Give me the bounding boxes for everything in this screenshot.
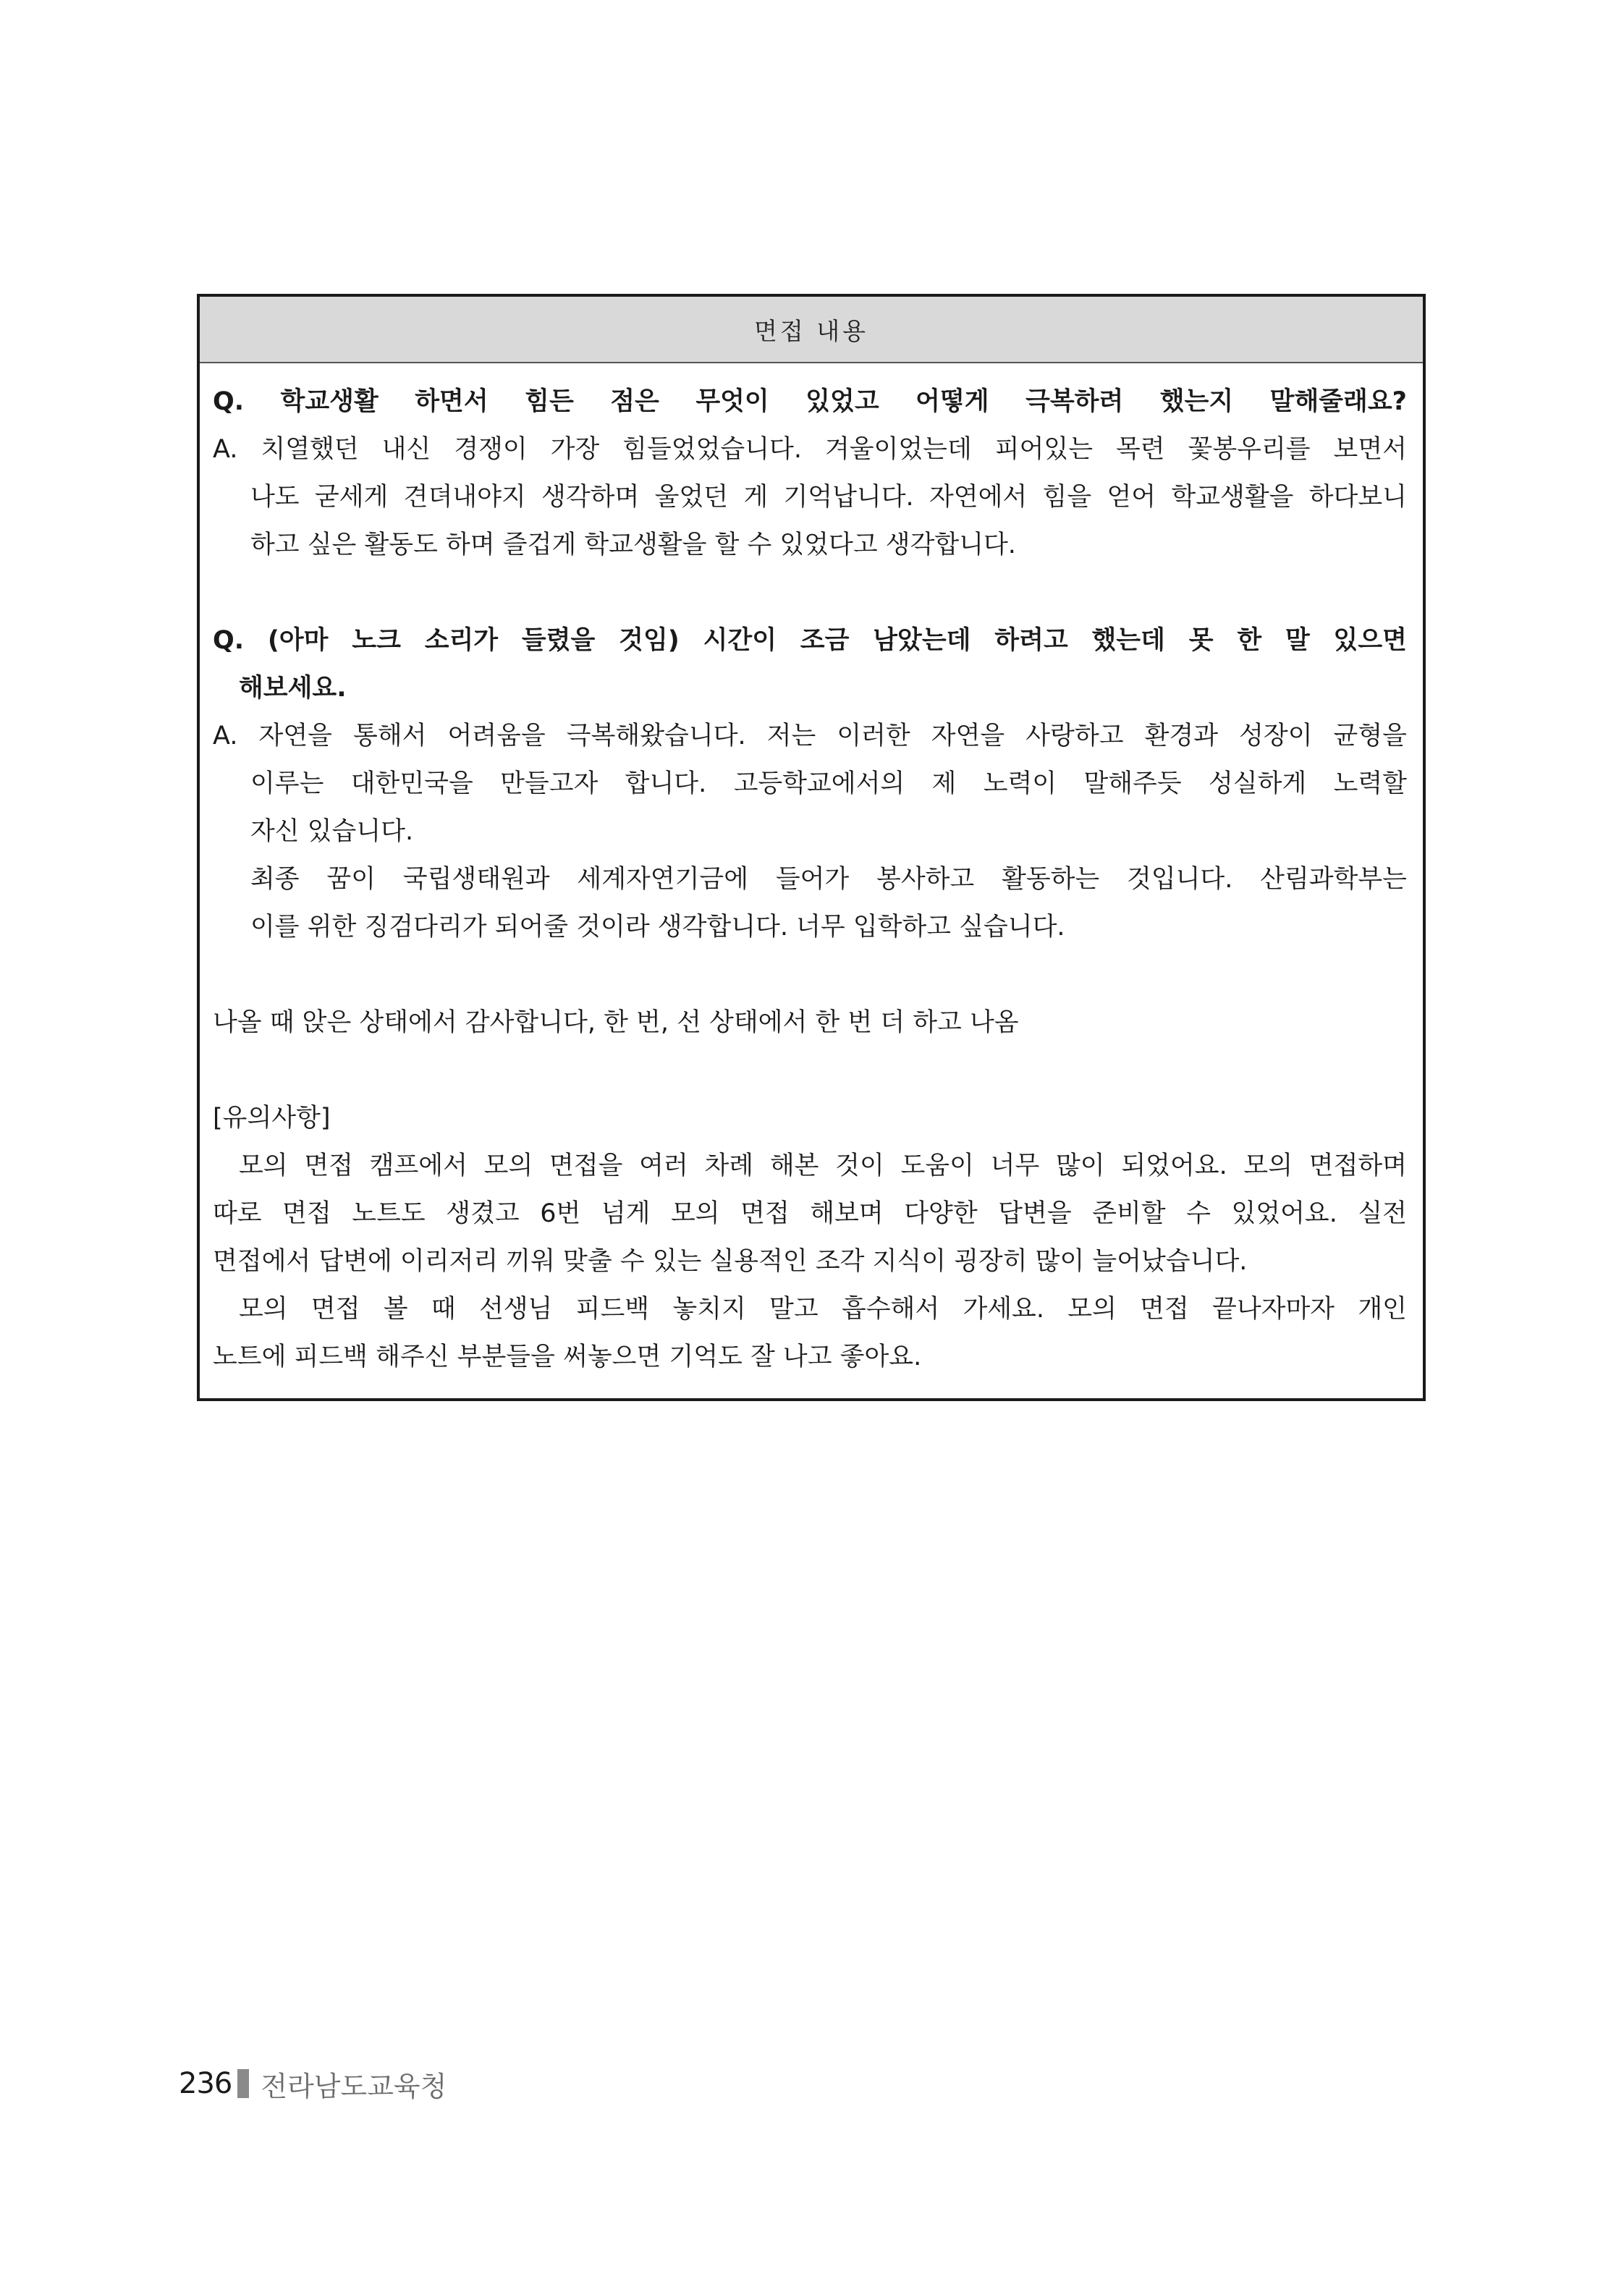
answer-2-line-4: 최종 꿈이 국립생태원과 세계자연기금에 들어가 봉사하고 활동하는 것입니다. 산림과학부는 — [250, 865, 1407, 894]
notes-line-5: 노트에 피드백 해주신 부분들을 써놓으면 기억도 잘 나고 좋아요. — [213, 1343, 922, 1371]
answer-2-line-2: 이루는 대한민국을 만들고자 합니다. 고등학교에서의 제 노력이 말해주듯 성실하게 노력할 — [250, 769, 1407, 798]
answer-2-line-3: 자신 있습니다. — [250, 817, 414, 846]
box-header-title: 면접 내용 — [200, 297, 1423, 363]
exit-note: 나올 때 앉은 상태에서 감사합니다, 한 번, 선 상태에서 한 번 더 하고 나옴 — [213, 1008, 1019, 1037]
page-number: 236 — [179, 2067, 232, 2100]
spacer — [213, 569, 1407, 617]
answer-1-line-2: 나도 굳세게 견뎌내야지 생각하며 울었던 게 기억납니다. 자연에서 힘을 얻어 학교생활을 하다보니 — [250, 483, 1407, 512]
page-footer — [179, 2064, 447, 2103]
notes-title: [유의사항] — [213, 1104, 331, 1133]
answer-2-line-1: A. 자연을 통해서 어려움을 극복해왔습니다. 저는 이러한 자연을 사랑하고 환경과 성장이 균형을 — [213, 722, 1407, 750]
answer-2-line-5: 이를 위한 징검다리가 되어줄 것이라 생각합니다. 너무 입학하고 싶습니다. — [250, 913, 1065, 942]
notes-line-1: 모의 면접 캠프에서 모의 면접을 여러 차례 해본 것이 도움이 너무 많이 되었어요. 모의 면접하며 — [239, 1151, 1407, 1180]
notes-line-2: 따로 면접 노트도 생겼고 6번 넘게 모의 면접 해보며 다양한 답변을 준비할 수 있었어요. 실전 — [213, 1199, 1407, 1228]
spacer — [213, 1047, 1407, 1094]
answer-1-line-3: 하고 싶은 활동도 하며 즐겁게 학교생활을 할 수 있었다고 생각합니다. — [250, 530, 1016, 559]
box-body — [200, 363, 1423, 1381]
question-2-line-2: 해보세요. — [239, 674, 347, 703]
spacer — [213, 951, 1407, 999]
question-1: Q. 학교생활 하면서 힘든 점은 무엇이 있었고 어떻게 극복하려 했는지 말해줄래요? — [213, 387, 1407, 416]
notes-line-3: 면접에서 답변에 이리저리 끼워 맞출 수 있는 실용적인 조각 지식이 굉장히 많이 늘어났습니다. — [213, 1247, 1248, 1276]
answer-1-line-1: A. 치열했던 내신 경쟁이 가장 힘들었었습니다. 겨울이었는데 피어있는 목련 꽃봉우리를 보면서 — [213, 435, 1407, 464]
footer-organization: 전라남도교육청 — [261, 2070, 447, 2102]
footer-divider-bar — [237, 2069, 249, 2098]
interview-content-box — [197, 294, 1426, 1401]
notes-line-4: 모의 면접 볼 때 선생님 피드백 놓치지 말고 흡수해서 가세요. 모의 면접 끝나자마자 개인 — [239, 1295, 1407, 1324]
question-2-line-1: Q. (아마 노크 소리가 들렸을 것임) 시간이 조금 남았는데 하려고 했는데 못 한 말 있으면 — [213, 626, 1407, 655]
